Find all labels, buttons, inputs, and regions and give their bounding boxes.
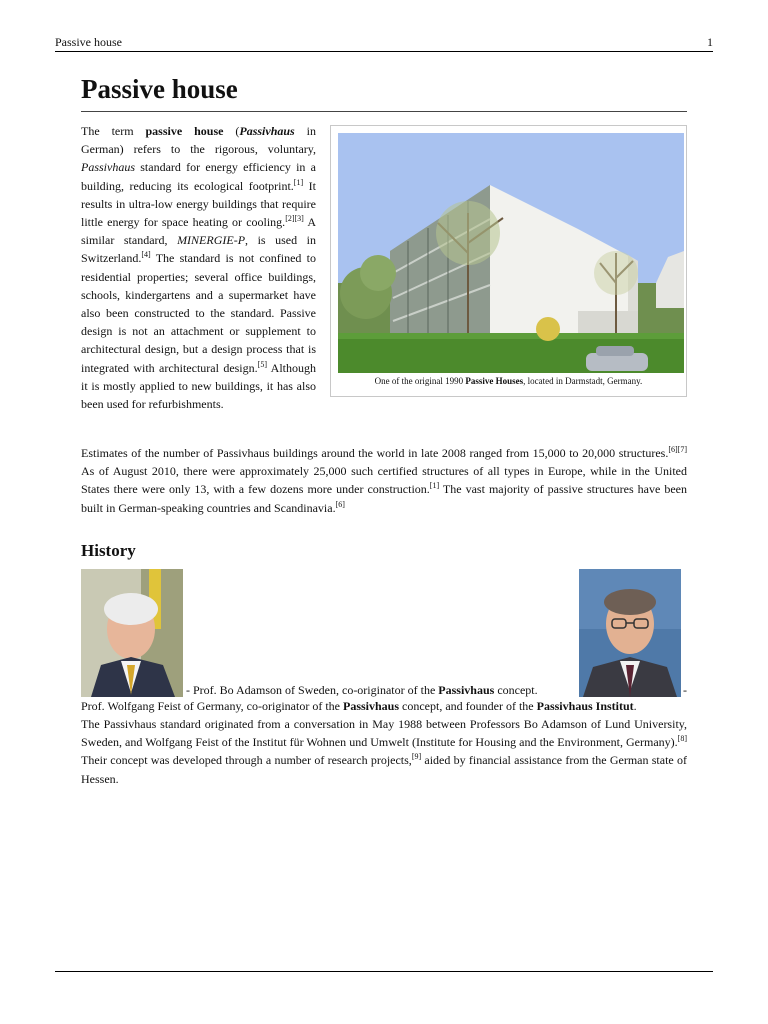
infobox-caption: One of the original 1990 Passive Houses, located in Darmstadt, Germany. xyxy=(374,376,643,386)
feist-caption: Prof. Wolfgang Feist of Germany, co-originator of the Passivhaus concept, and founder of the Passivhaus Institut. xyxy=(81,699,637,713)
footer-rule xyxy=(55,971,713,972)
estimates-paragraph: Estimates of the number of Passivhaus buildings around the world in late 2008 ranged from 15,000 to 20,000 structures.[6][7] As of August 2010, there were approximately 25,000 such certified structures of all types in Europe, while in the United States there were only 13, with a few dozens more under construction.[1] The vast majority of passive structures have been built in German-speaking countries and Scandinavia.[6] xyxy=(81,445,687,515)
darmstadt-passive-house-photo xyxy=(338,133,684,373)
origin-paragraph: The Passivhaus standard originated from a conversation in May 1988 between Professors Bo Adamson of Lund University, Sweden, and Wolfgang Feist of the Institut für Wohnen und Umwelt (Institute for Housing and the Environment, Germany).[8] Their concept was developed through a number of research projects,[9] aided by financial assistance from the German state of Hessen. xyxy=(81,717,687,786)
infobox xyxy=(330,125,687,397)
bo-adamson-portrait xyxy=(81,569,183,697)
citation-4[interactable]: [4] xyxy=(141,250,151,260)
citation-8[interactable]: [8] xyxy=(677,734,687,744)
citation-6-7[interactable]: [6][7] xyxy=(668,445,687,454)
citation-6[interactable]: [6] xyxy=(335,499,345,509)
citation-9[interactable]: [9] xyxy=(411,752,422,762)
citation-2-3[interactable]: [2][3] xyxy=(285,214,304,224)
citation-1b[interactable]: [1] xyxy=(429,481,440,491)
running-header-title: Passive house xyxy=(55,35,122,49)
adamson-portrait-image xyxy=(81,569,183,697)
intro-paragraph: One of the original 1990 Passive Houses, located in Darmstadt, Germany. The term passive house (Passivhaus in German) refers to the rigorous, voluntary, Passivhaus standard for energy efficiency in a building, reducing its ecological footprint.[1] It results in ultra-low energy buildings that require little energy for space heating or cooling.[2][3] A similar standard, MINERGIE-P, is used in Switzerland.[4] The standard is not confined to residential properties; several office buildings, schools, kindergartens and a supermarket have also been constructed to the standard. Passive design is not an attachment or supplement to architectural design, but a design process that is integrated with architectural design.[5] Although it is mostly applied to new buildings, it has also been used for refurbishments. xyxy=(81,122,687,413)
feist-caption-dash: - xyxy=(683,683,687,697)
feist-portrait-image xyxy=(579,569,681,697)
running-header xyxy=(55,34,713,52)
building-illustration xyxy=(338,133,684,373)
page-title: Passive house xyxy=(81,71,687,112)
citation-1[interactable]: [1] xyxy=(293,177,304,187)
citation-5[interactable]: [5] xyxy=(257,359,267,369)
adamson-caption: - Prof. Bo Adamson of Sweden, co-originator of the Passivhaus concept. xyxy=(186,683,538,697)
history-heading: History xyxy=(81,541,136,560)
page-number: 1 xyxy=(707,35,713,49)
wolfgang-feist-portrait xyxy=(579,569,681,697)
